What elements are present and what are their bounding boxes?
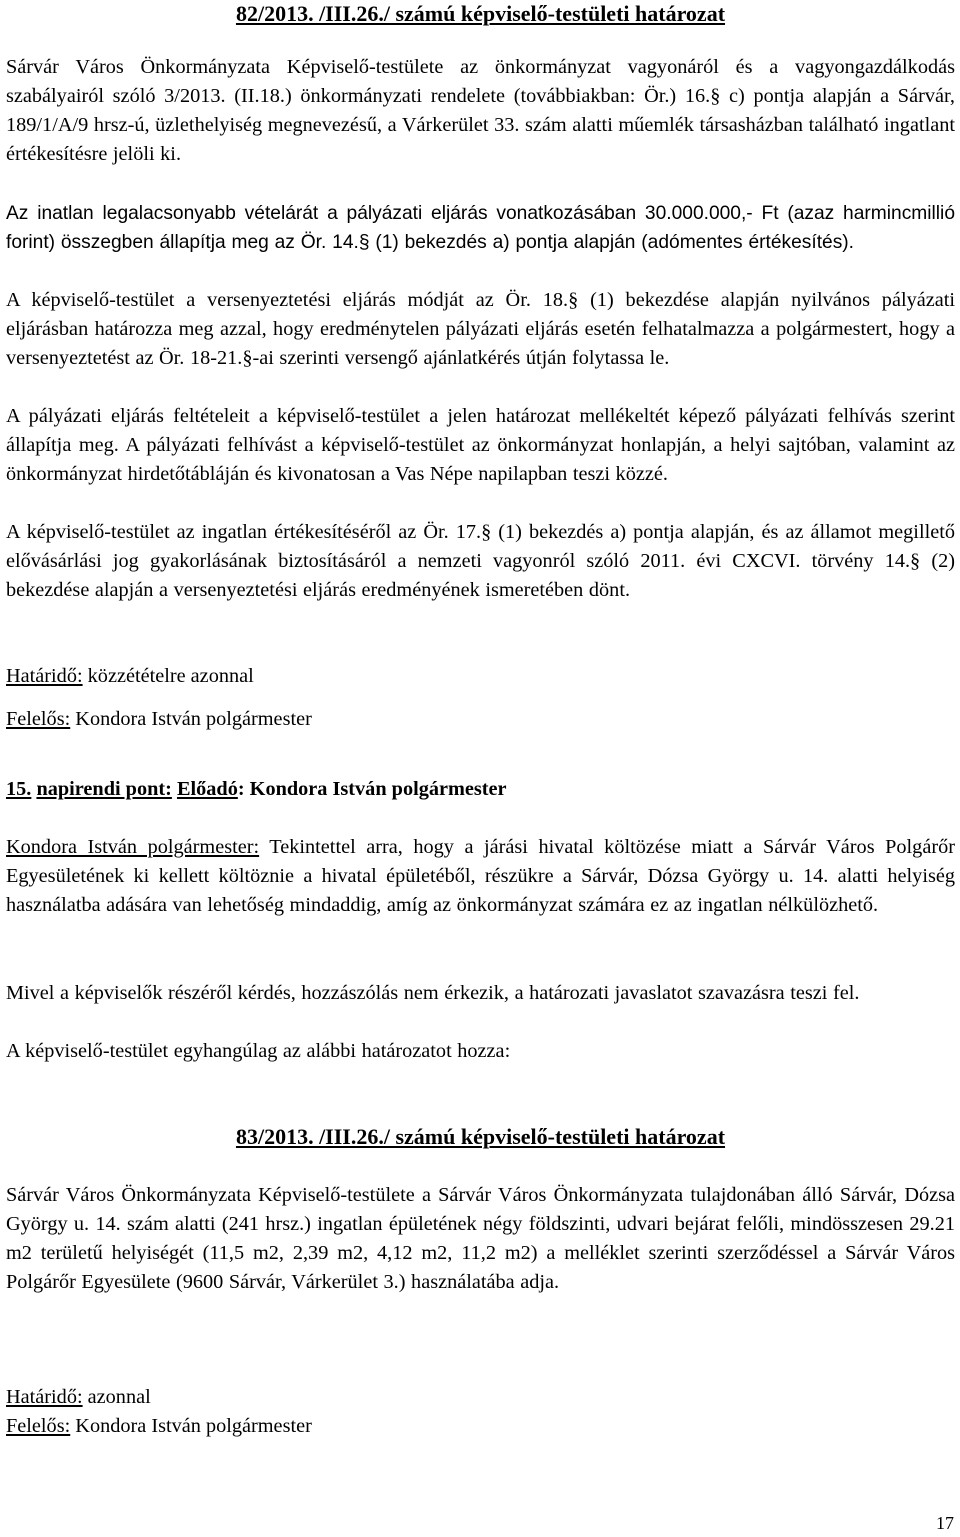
resolution-82-para-1: Sárvár Város Önkormányzata Képviselő-testülete az önkormányzat vagyonáról és a vagyongazdálkodás szabályairól szóló 3/2013. (II.18.) önkormányzati rendelete (továbbiakban: Ör.) 16.§ c) pontja alapján a Sárvár, 189/1/A/9 hrsz-ú, üzlethelyiség megnevezésű, a Várkerület 33. szám alatti műemlék társasházban található ingatlant értékesítésre jelöli ki. xyxy=(6,56,955,166)
responsible-value: Kondora István polgármester xyxy=(70,708,312,730)
deadline-value: azonnal xyxy=(82,1386,151,1408)
resolution-83-para-1: Sárvár Város Önkormányzata Képviselő-testülete a Sárvár Város Önkormányzata tulajdonában álló Sárvár, Dózsa György u. 14. szám alatti (241 hrsz.) ingatlan épületének négy földszinti, udvari bejárat felőli, mindösszesen 29.21 m2 területű helyiségét (11,5 m2, 2,39 m2, 4,12 m2, 11,2 m2) a melléklet szerinti szerződéssel a Sárvár Város Polgárőr Egyesülete (9600 Sárvár, Várkerület 3.) használatába adja. xyxy=(6,1184,955,1294)
speech-speaker: Kondora István polgármester: xyxy=(6,836,260,858)
resolution-83-deadline xyxy=(6,1383,955,1412)
agenda-speaker-label: Előadó xyxy=(176,778,238,800)
resolution-82-para-5: A képviselő-testület az ingatlan értékesítéséről az Ör. 17.§ (1) bekezdés a) pontja alapján, és az államot megillető elővásárlási jog gyakorlásának biztosításáról a nemzeti vagyonról szóló 2011. évi CXCVI. törvény 14.§ (2) bekezdése alapján a versenyeztetési eljárás eredményének ismeretében dönt. xyxy=(6,521,955,602)
resolution-83-title: 83/2013. /III.26./ számú képviselő-testületi határozat xyxy=(235,1124,726,1149)
deadline-label: Határidő: xyxy=(6,665,83,687)
resolution-83-responsible xyxy=(6,1412,955,1441)
vote-para-2: A képviselő-testület egyhangúlag az alábbi határozatot hozza: xyxy=(6,1040,511,1062)
resolution-82-para-2: Az inatlan legalacsonyabb vételárát a pályázati eljárás vonatkozásában 30.000.000,- Ft (azaz harmincmillió forint) összegben állapítja meg az Ör. 14.§ (1) bekezdés a) pontja alapján (adómentes értékesítés). xyxy=(6,203,955,254)
resolution-82-responsible xyxy=(6,705,955,734)
agenda-number: 15. xyxy=(6,778,32,800)
responsible-label: Felelős: xyxy=(6,708,71,730)
responsible-label: Felelős: xyxy=(6,1415,71,1437)
speech-text: Tekintettel arra, hogy a járási hivatal költözése miatt a Sárvár Város Polgárőr Egyesületének ki kellett költöznie a hivatal épületéből, részükre a Sárvár, Dózsa György u. 14. alatti helyiség használatba adására van lehetőség mindaddig, amíg az önkormányzat számára ez az ingatlan nélkülözhető. xyxy=(6,836,955,917)
vote-para-1: Mivel a képviselők részéről kérdés, hozzászólás nem érkezik, a határozati javaslatot szavazásra teszi fel. xyxy=(6,982,860,1004)
page-number: 17 xyxy=(936,1513,954,1533)
agenda-label: napirendi pont: xyxy=(36,778,172,800)
agenda-heading xyxy=(6,775,955,804)
deadline-label: Határidő: xyxy=(6,1386,83,1408)
resolution-82-para-3: A képviselő-testület a versenyeztetési eljárás módját az Ör. 18.§ (1) bekezdése alapján nyilvános pályázati eljárásban határozza meg azzal, hogy eredménytelen pályázati eljárás esetén felhatalmazza a polgármestert, hogy a versenyeztetést az Ör. 18-21.§-ai szerinti versengő ajánlatkérés útján folytassa le. xyxy=(6,289,955,370)
agenda-speaker-value: : Kondora István polgármester xyxy=(237,778,507,800)
resolution-82-title: 82/2013. /III.26./ számú képviselő-testületi határozat xyxy=(235,1,726,26)
deadline-value: közzétételre azonnal xyxy=(82,665,254,687)
responsible-value: Kondora István polgármester xyxy=(70,1415,312,1437)
resolution-82-deadline xyxy=(6,662,955,691)
resolution-82-para-4: A pályázati eljárás feltételeit a képviselő-testület a jelen határozat mellékeltét képező pályázati felhívás szerint állapítja meg. A pályázati felhívást a képviselő-testület az önkormányzat honlapján, a helyi sajtóban, valamint az önkormányzat hirdetőtábláján és kivonatosan a Vas Népe napilapban teszi közzé. xyxy=(6,405,955,486)
speech-paragraph xyxy=(6,833,955,920)
